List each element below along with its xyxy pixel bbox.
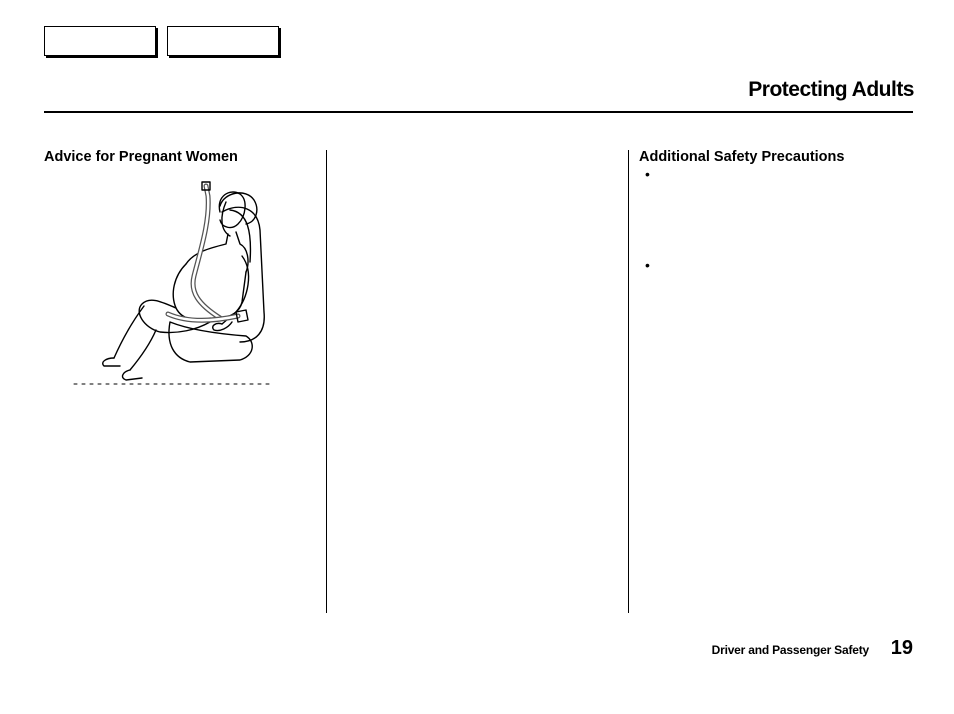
column-divider xyxy=(628,150,629,613)
column-divider xyxy=(326,150,327,613)
bullet-point: • xyxy=(645,257,650,273)
section-heading-pregnant-women: Advice for Pregnant Women xyxy=(44,149,238,165)
nav-button-previous[interactable] xyxy=(44,26,156,56)
bullet-point: • xyxy=(645,166,650,182)
page-number: 19 xyxy=(890,637,913,659)
section-heading-additional-precautions: Additional Safety Precautions xyxy=(639,149,845,165)
pregnant-woman-seatbelt-illustration xyxy=(70,172,280,390)
nav-button-next[interactable] xyxy=(167,26,279,56)
page-title: Protecting Adults xyxy=(748,78,914,101)
title-rule xyxy=(44,111,913,113)
footer-section-name: Driver and Passenger Safety xyxy=(711,643,869,657)
